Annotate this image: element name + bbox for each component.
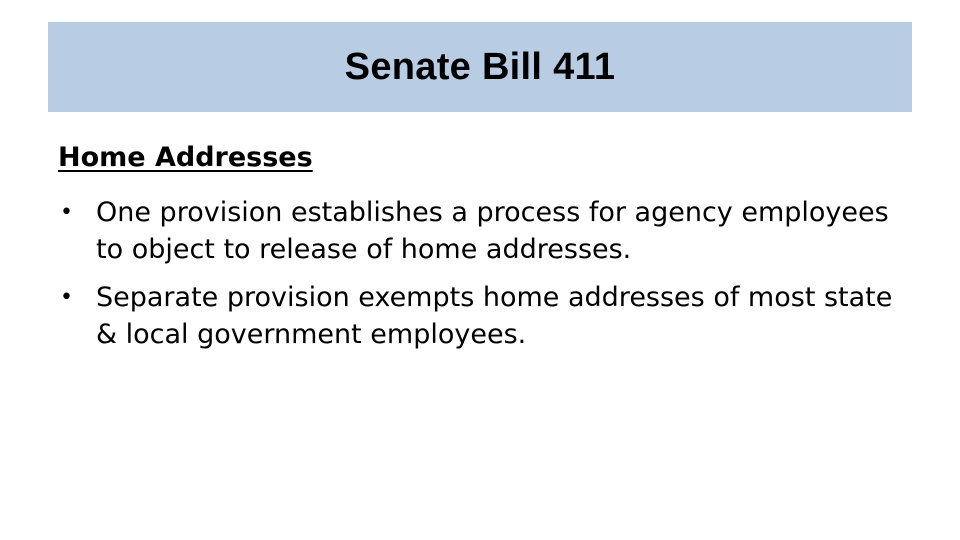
bullet-text: Separate provision exempts home addresses of most state & local government employees. — [96, 282, 893, 350]
bullet-icon: • — [60, 285, 73, 310]
bullet-item — [58, 194, 918, 268]
bullet-list — [58, 194, 918, 353]
bullet-text: One provision establishes a process for agency employees to object to release of home addresses. — [96, 197, 889, 265]
slide-title-bar — [48, 22, 912, 112]
slide-body — [58, 136, 918, 364]
section-heading: Home Addresses — [58, 142, 313, 173]
bullet-item — [58, 279, 918, 353]
bullet-icon: • — [60, 200, 73, 225]
slide-title: Senate Bill 411 — [344, 45, 616, 88]
